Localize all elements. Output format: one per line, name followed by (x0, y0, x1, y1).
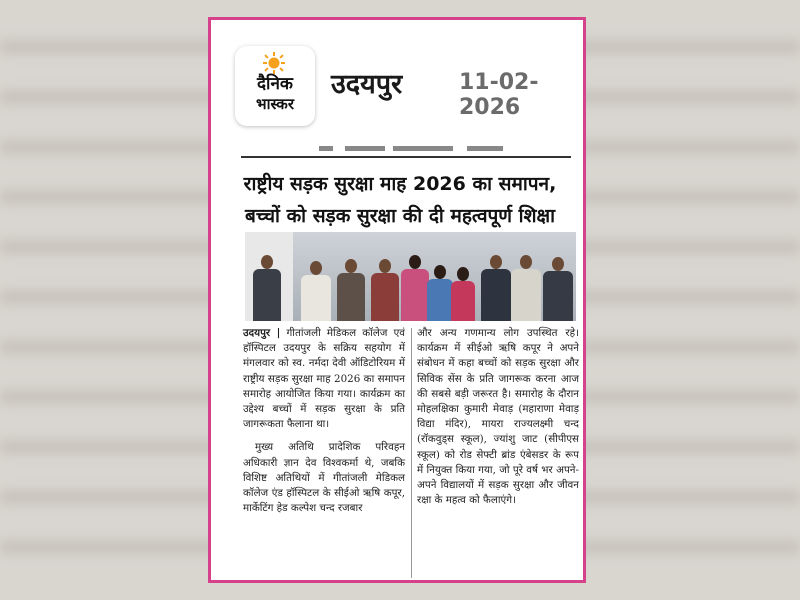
article-headline (225, 168, 575, 232)
publication-date: 11-02-2026 (459, 70, 539, 120)
column-divider (411, 328, 412, 578)
edition-city: उदयपुर (331, 69, 403, 100)
paragraph-2: मुख्य अतिथि प्रादेशिक परिवहन अधिकारी ज्ञान देव विश्वकर्मा थे, जबकि विशिष्ट अतिथियों में गीतांजली मेडिकल कॉलेज एंड हॉस्पिटल के सीईओ ऋषि कपूर, मार्केटिंग हेड कल्पेश चन्द रजबार (243, 441, 405, 515)
event-photo (245, 232, 576, 321)
newspaper-clipping (208, 17, 586, 583)
paragraph-3: और अन्य गणमान्य लोग उपस्थित रहे। कार्यक्रम में सीईओ ऋषि कपूर ने अपने संबोधन में कहा बच्चों को सड़क सुरक्षा और सिविक सेंस के प्रति जागरूक करना आज की सबसे बड़ी जरूरत है। समारोह के दौरान मोहलक्षिका कुमारी मेवाड़ (महाराणा मेवाड़ विद्या मंदिर), मायरा राज्यलक्ष्मी चन्द (रॉकवुड्स स्कूल), ज्यांशु जाट (सीपीएस स्कूल) को रोड सेफ्टी ब्रांड एंबेसडर के रूप में नियुक्त किया गया, जो पूरे वर्ष भर अपने-अपने विद्यालयों में सड़क सुरक्षा और जीवन रक्षा के महत्व को फैलाएंगे। (417, 327, 579, 507)
logo-line-2: भास्कर (256, 95, 294, 113)
article-column-left (243, 326, 405, 516)
sun-logo-icon (263, 52, 285, 74)
clipped-previous-headline (241, 142, 571, 158)
dateline: उदयपुर | (243, 327, 281, 339)
paragraph-1-text: गीतांजली मेडिकल कॉलेज एवं हॉस्पिटल उदयपुर के सक्रिय सहयोग में मंगलवार को स्व. नर्मदा देवी ऑडिटोरियम में राष्ट्रीय सड़क सुरक्षा माह 2026 का समापन समारोह आयोजित किया गया। कार्यक्रम का उद्देश्य बच्चों में सड़क सुरक्षा के प्रति जागरूकता फैलाना था। (243, 327, 405, 431)
article-body (243, 326, 579, 582)
headline-line-1: राष्ट्रीय सड़क सुरक्षा माह 2026 का समापन, (243, 173, 557, 195)
logo-wordmark (239, 74, 311, 114)
masthead (235, 46, 575, 126)
newspaper-logo (235, 46, 315, 126)
logo-line-1: दैनिक (257, 74, 293, 94)
article-column-right (417, 326, 579, 508)
headline-line-2: बच्चों को सड़क सुरक्षा की दी महत्वपूर्ण शिक्षा (244, 205, 556, 227)
paragraph-1 (243, 326, 405, 432)
